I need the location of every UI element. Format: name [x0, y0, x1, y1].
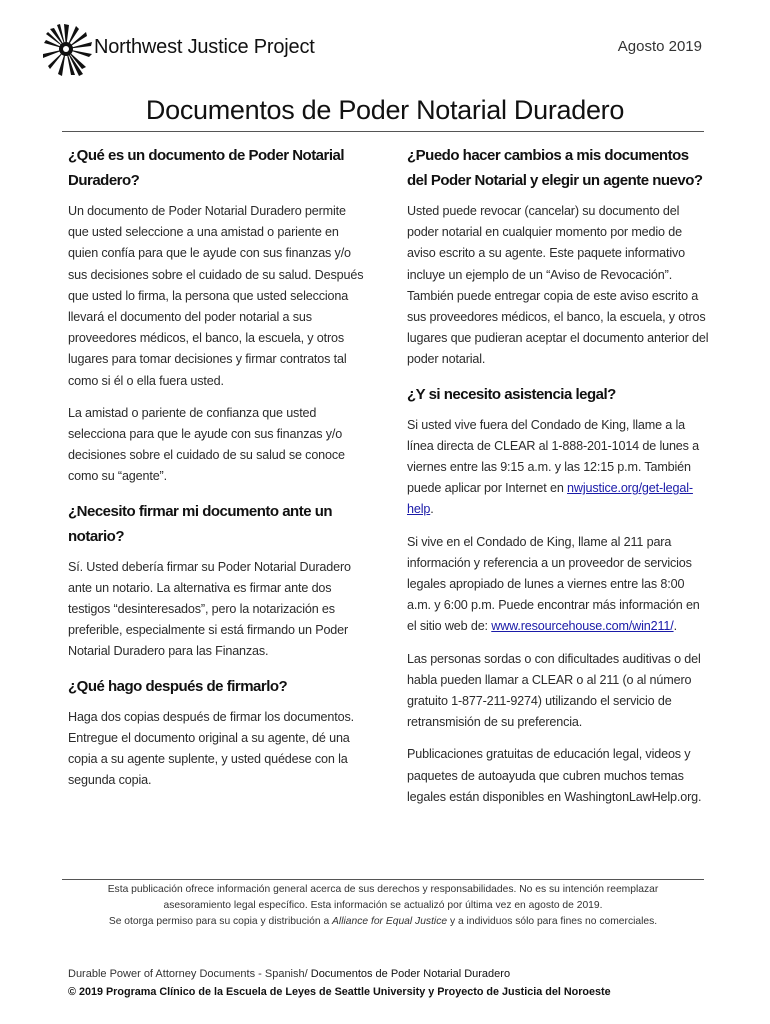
footer-document-name — [68, 965, 611, 983]
logo — [42, 22, 322, 78]
disclaimer-divider — [62, 879, 704, 880]
paragraph: Un documento de Poder Notarial Duradero permite que usted seleccione a una amistad o pariente en quien confía para que le ayude con sus finanzas y/o sus decisiones sobre el cuidado de su salud. Después que usted lo firma, la persona que usted selecciona llevará el documento del poder notarial a sus proveedores médicos, el banco, la escuela, y otros lugares para tomar decisiones y firmar contratos tal como si él o ella fuera usted. — [68, 204, 364, 388]
footer-copyright: © 2019 Programa Clínico de la Escuela de Leyes de Seattle University y Proyecto de Justicia del Noroeste — [68, 986, 611, 998]
paragraph: Usted puede revocar (cancelar) su documento del poder notarial en cualquier momento por medio de aviso escrito a su agente. Este paquete informativo incluye un ejemplo de un “Aviso de Revocación”. También puede entregar copia de este aviso escrito a sus proveedores médicos, el banco, la escuela, y otros lugares que pudieran aceptar el documento anterior del poder notarial. — [407, 204, 709, 367]
section-heading-changes: ¿Puedo hacer cambios a mis documentos del Poder Notarial y elegir un agente nuevo? — [407, 147, 703, 189]
disclaimer-line-2: asesoramiento legal específico. Esta información se actualizó por última vez en agosto de 2019. — [163, 900, 603, 911]
paragraph: Publicaciones gratuitas de educación legal, videos y paquetes de autoayuda que cubren muchos temas legales están disponibles en WashingtonLawHelp.org. — [407, 747, 702, 804]
resourcehouse-link[interactable]: www.resourcehouse.com/win211/ — [491, 619, 674, 634]
paragraph-end: . — [673, 619, 677, 634]
disclaimer-line-3 — [62, 914, 704, 930]
paragraph — [407, 415, 709, 521]
paragraph — [407, 532, 709, 638]
disclaimer-line-3-start: Se otorga permiso para su copia y distribución a — [108, 916, 333, 927]
paragraph: Haga dos copias después de firmar los documentos. Entregue el documento original a su agente, dé una copia a su agente suplente, y usted quédese con la segunda copia. — [68, 709, 354, 788]
alliance-name: Alliance for Equal Justice — [332, 916, 448, 927]
section-heading-legal-help: ¿Y si necesito asistencia legal? — [407, 385, 616, 403]
nwjustice-link[interactable]: nwjustice.org/get-legal-help — [407, 481, 693, 517]
publication-date: Agosto 2019 — [617, 38, 702, 55]
disclaimer — [62, 882, 704, 930]
logo-text: Northwest Justice Project — [94, 36, 315, 58]
left-column — [68, 143, 366, 802]
disclaimer-line-1: Esta publicación ofrece información general acerca de sus derechos y responsabilidades. No es su intención reemplazar — [107, 884, 659, 895]
sunburst-logo-icon — [42, 22, 94, 78]
page-title: Documentos de Poder Notarial Duradero — [145, 95, 625, 125]
footer — [68, 965, 611, 1001]
right-column — [407, 143, 709, 819]
paragraph: Sí. Usted debería firmar su Poder Notarial Duradero ante un notario. La alternativa es firmar ante dos testigos “desinteresados”, pero la notarización es preferible, especialmente si está firmando un Poder Notarial Duradero para las Finanzas. — [68, 559, 351, 659]
paragraph: Las personas sordas o con dificultades auditivas o del habla pueden llamar a CLEAR o al 211 (o al número gratuito 1-877-211-9274) utilizando el servicio de retransmisión de su preferencia. — [407, 651, 701, 730]
footer-doc-spanish: Documentos de Poder Notarial Duradero — [307, 968, 511, 980]
disclaimer-line-3-end: y a individuos sólo para fines no comerciales. — [447, 916, 658, 927]
paragraph-end: . — [430, 502, 434, 517]
paragraph-text: Si vive en el Condado de King, llame al 211 para información y referencia a un proveedor de servicios legales apropiado de lunes a viernes entre las 8:00 a.m. y 6:00 p.m. Puede encontrar más información en el sitio web de: — [407, 534, 700, 634]
section-heading-what-is: ¿Qué es un documento de Poder Notarial Duradero? — [68, 147, 345, 189]
paragraph-text: Si usted vive fuera del Condado de King, llame a la línea directa de CLEAR al 1-888-201-1014 de lunes a viernes entre las 9:15 a.m. y las 12:15 p.m. También puede aplicar por Internet en — [407, 417, 699, 496]
section-heading-after-signing: ¿Qué hago después de firmarlo? — [68, 677, 288, 695]
paragraph: La amistad o pariente de confianza que usted selecciona para que le ayude con sus finanzas y/o decisiones sobre el cuidado de su salud se conoce como su “agente”. — [68, 405, 345, 484]
title-divider — [62, 131, 704, 132]
section-heading-notary: ¿Necesito firmar mi documento ante un notario? — [68, 502, 333, 545]
footer-doc-english: Durable Power of Attorney Documents - Spanish/ — [68, 968, 308, 980]
